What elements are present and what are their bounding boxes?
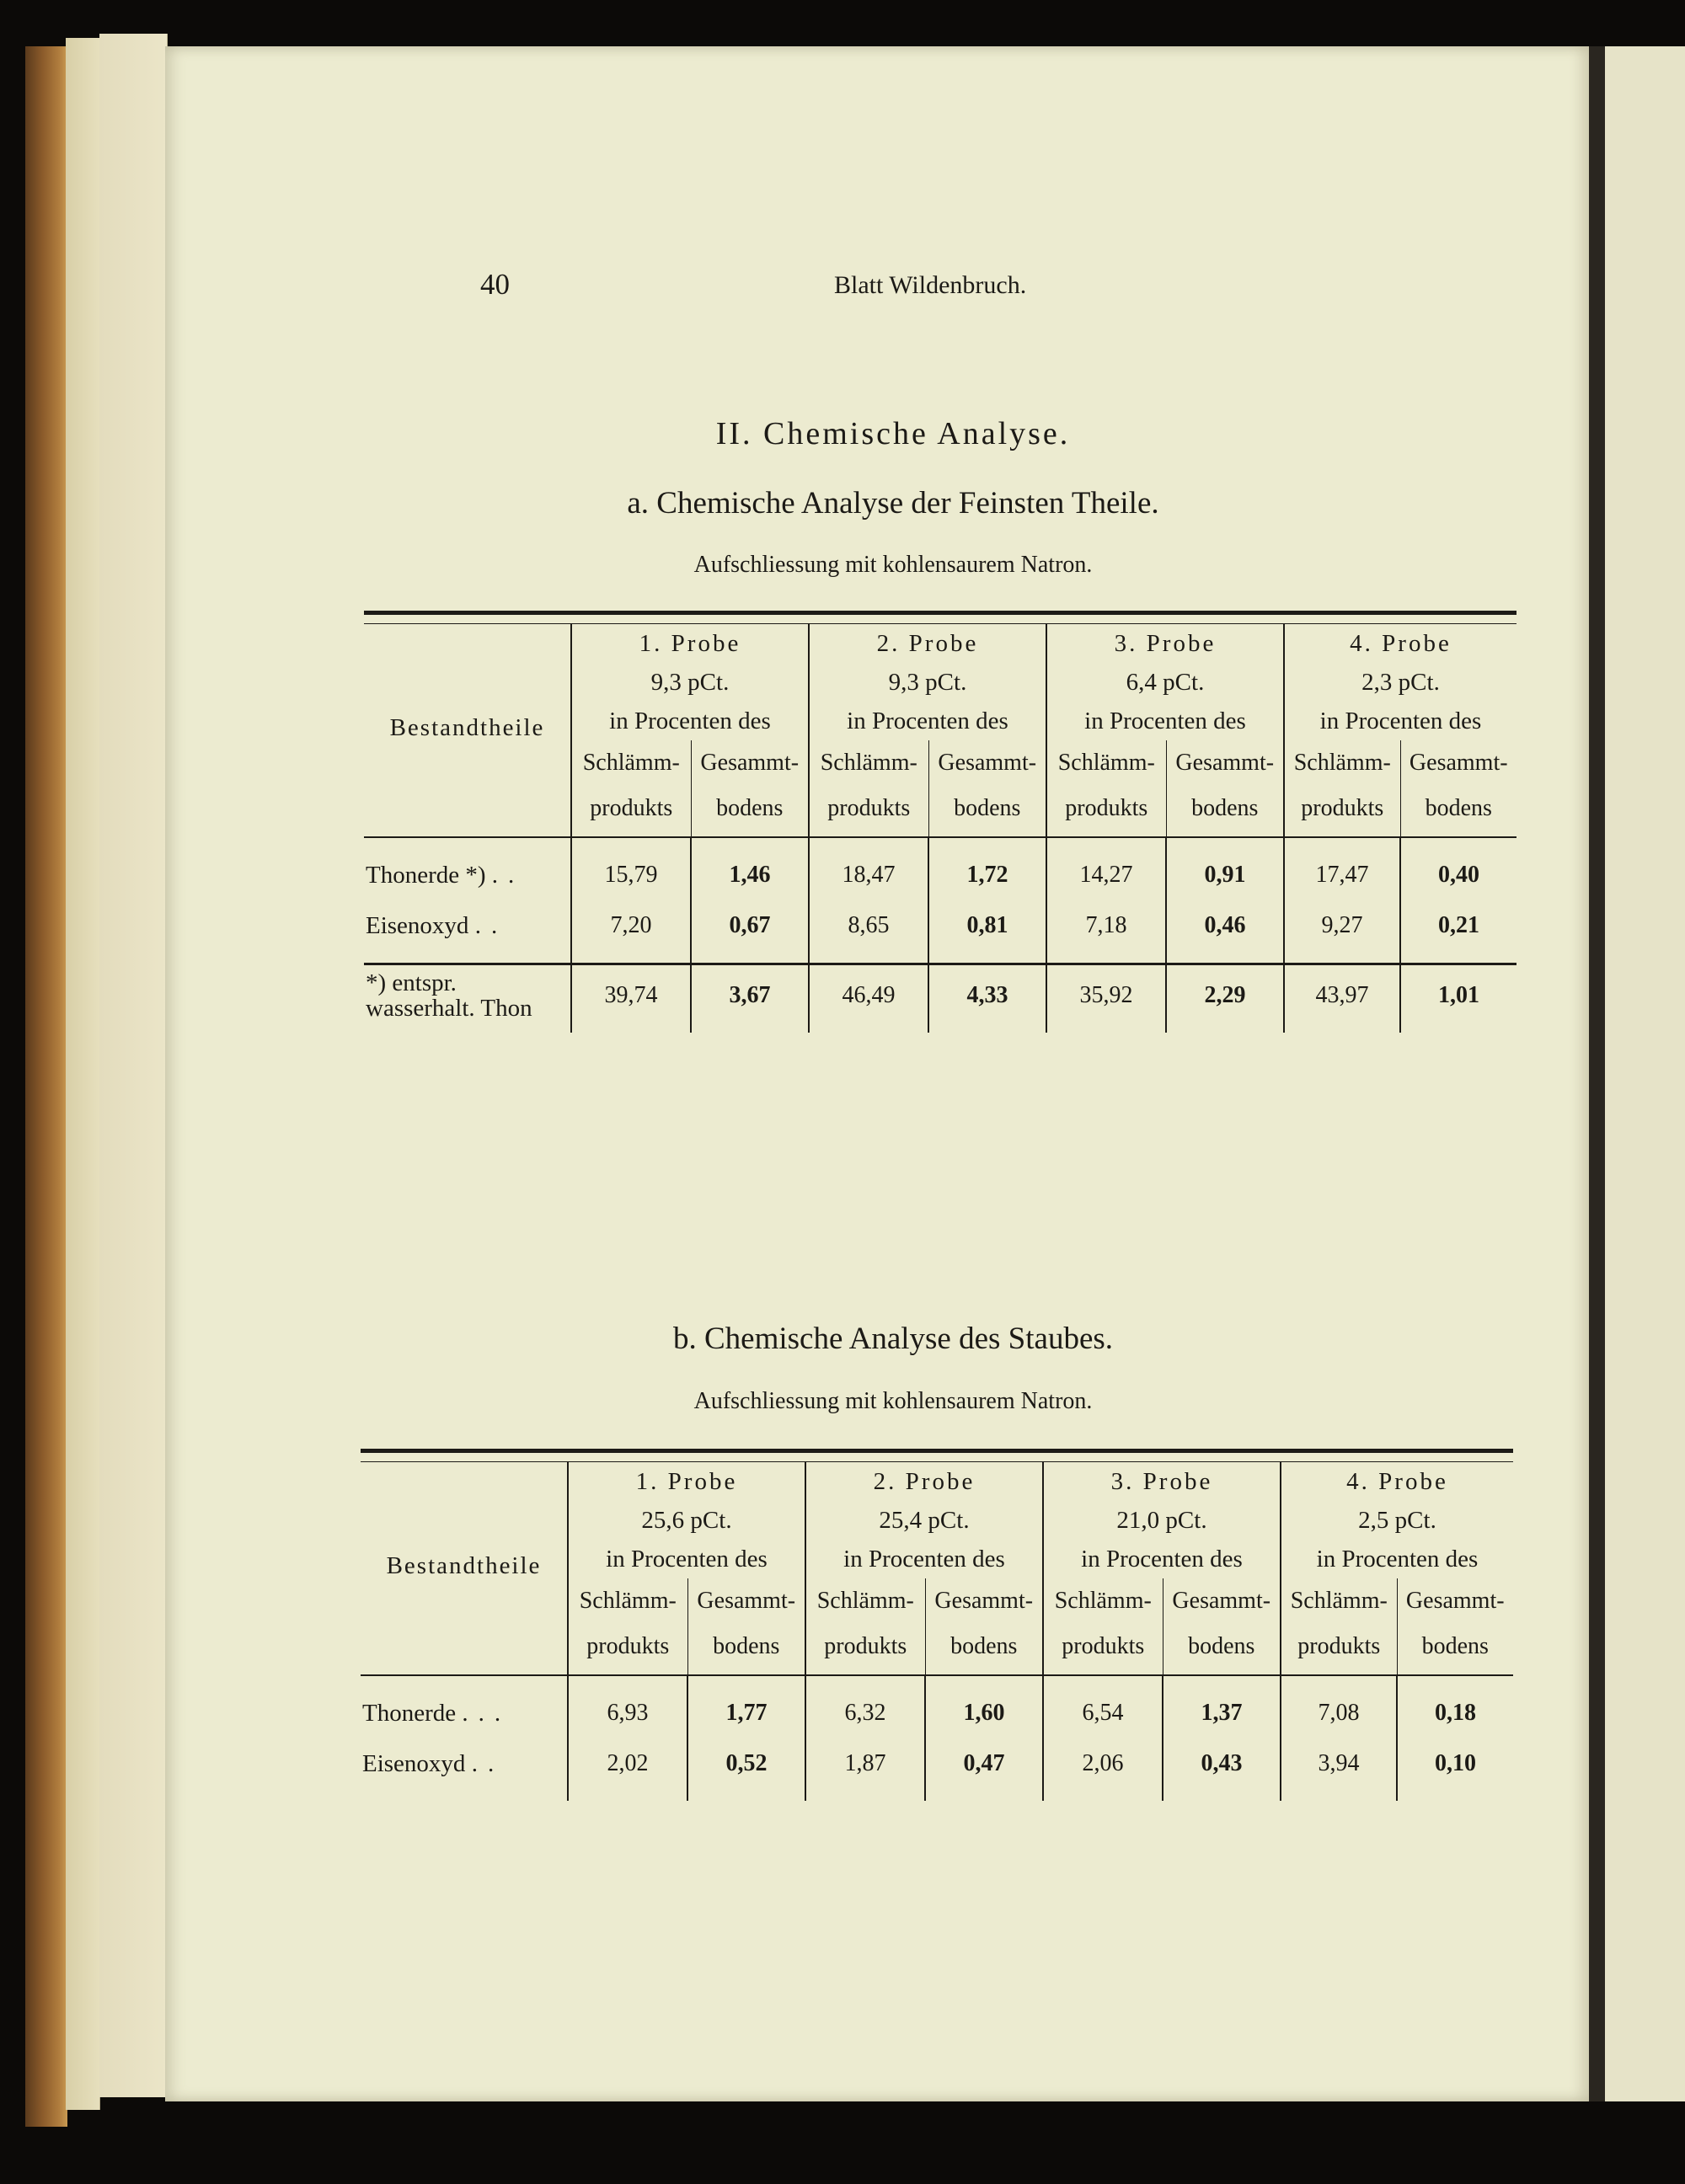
cell-value: 46,49 — [809, 970, 928, 1021]
facing-page-edge — [1605, 46, 1685, 2101]
column-label: Bestandtheile — [386, 1551, 542, 1579]
sample-name: 3. Probe — [1043, 1462, 1281, 1502]
sample-name: 1. Probe — [568, 1462, 805, 1502]
sample-percent: 21,0 pCt. — [1043, 1501, 1281, 1540]
cell-value: 1,01 — [1400, 970, 1516, 1021]
cell-value: 6,54 — [1043, 1688, 1163, 1738]
sample-basis: in Procenten des — [1281, 1540, 1513, 1578]
subcolumn-header: produkts — [805, 1624, 925, 1669]
subcolumn-header: bodens — [1163, 1624, 1281, 1669]
subcolumn-header: produkts — [1281, 1624, 1397, 1669]
cell-value: 17,47 — [1284, 850, 1400, 900]
cell-value: 4,33 — [928, 970, 1046, 1021]
cell-value: 1,60 — [925, 1688, 1043, 1738]
book-edge — [25, 46, 67, 2127]
cell-value: 0,47 — [925, 1738, 1043, 1789]
cell-value: 0,10 — [1397, 1738, 1513, 1789]
cell-value: 0,46 — [1166, 900, 1284, 951]
cell-value: 3,67 — [691, 970, 809, 1021]
cell-value: 6,93 — [568, 1688, 687, 1738]
sample-name: 3. Probe — [1046, 624, 1284, 664]
table-row — [361, 1738, 1513, 1789]
section-heading: II. Chemische Analyse. — [715, 416, 1071, 451]
cell-value: 7,08 — [1281, 1688, 1397, 1738]
sample-percent: 6,4 pCt. — [1046, 663, 1284, 702]
book-gutter — [1589, 46, 1605, 2101]
sample-basis: in Procenten des — [1043, 1540, 1281, 1578]
sample-percent: 2,5 pCt. — [1281, 1501, 1513, 1540]
row-label: Thonerde *) .. — [366, 861, 525, 889]
table-b-method: Aufschliessung mit kohlensaurem Natron. — [693, 1388, 1093, 1414]
page-stack — [66, 38, 100, 2110]
page-number: 40 — [480, 268, 510, 301]
subcolumn-header: bodens — [1166, 786, 1284, 831]
subcolumn-header: bodens — [691, 786, 809, 831]
subcolumn-header: produkts — [568, 1624, 687, 1669]
row-label: Eisenoxyd .. — [362, 1749, 505, 1777]
sample-percent: 25,4 pCt. — [805, 1501, 1043, 1540]
sample-name: 2. Probe — [809, 624, 1046, 664]
subcolumn-header: Gesammt- — [1397, 1578, 1513, 1624]
subcolumn-header: produkts — [1284, 786, 1400, 831]
cell-value: 0,21 — [1400, 900, 1516, 951]
row-label: Thonerde ... — [362, 1699, 511, 1727]
subcolumn-header: produkts — [809, 786, 928, 831]
cell-value: 0,18 — [1397, 1688, 1513, 1738]
subcolumn-header: bodens — [687, 1624, 805, 1669]
sample-percent: 9,3 pCt. — [809, 663, 1046, 702]
cell-value: 0,91 — [1166, 850, 1284, 900]
subcolumn-header: Gesammt- — [928, 740, 1046, 786]
cell-value: 8,65 — [809, 900, 928, 951]
subcolumn-header: Gesammt- — [1163, 1578, 1281, 1624]
sample-name: 4. Probe — [1281, 1462, 1513, 1502]
sample-basis: in Procenten des — [805, 1540, 1043, 1578]
subcolumn-header: Schlämm- — [1281, 1578, 1397, 1624]
subcolumn-header: bodens — [925, 1624, 1043, 1669]
cell-value: 6,32 — [805, 1688, 925, 1738]
subcolumn-header: Schlämm- — [1043, 1578, 1163, 1624]
cell-value: 39,74 — [571, 970, 691, 1021]
table-row — [361, 1688, 1513, 1738]
table-row — [364, 970, 1516, 1021]
cell-value: 1,37 — [1163, 1688, 1281, 1738]
table-b-heading: b. Chemische Analyse des Staubes. — [672, 1322, 1114, 1356]
row-label: Eisenoxyd .. — [366, 911, 508, 939]
cell-value: 0,43 — [1163, 1738, 1281, 1789]
cell-value: 1,72 — [928, 850, 1046, 900]
subcolumn-header: Gesammt- — [691, 740, 809, 786]
subcolumn-header: Gesammt- — [1400, 740, 1516, 786]
sample-basis: in Procenten des — [1046, 702, 1284, 740]
running-head: Blatt Wildenbruch. — [834, 271, 1027, 299]
cell-value: 18,47 — [809, 850, 928, 900]
sample-basis: in Procenten des — [571, 702, 809, 740]
subcolumn-header: Gesammt- — [687, 1578, 805, 1624]
cell-value: 1,46 — [691, 850, 809, 900]
cell-value: 0,40 — [1400, 850, 1516, 900]
sample-name: 2. Probe — [805, 1462, 1043, 1502]
sample-percent: 9,3 pCt. — [571, 663, 809, 702]
cell-value: 2,06 — [1043, 1738, 1163, 1789]
cell-value: 14,27 — [1046, 850, 1166, 900]
subcolumn-header: Schlämm- — [1284, 740, 1400, 786]
cell-value: 35,92 — [1046, 970, 1166, 1021]
table-b — [361, 1449, 1513, 1801]
cell-value: 3,94 — [1281, 1738, 1397, 1789]
cell-value: 15,79 — [571, 850, 691, 900]
sample-percent: 25,6 pCt. — [568, 1501, 805, 1540]
subcolumn-header: bodens — [1400, 786, 1516, 831]
subcolumn-header: Schlämm- — [1046, 740, 1166, 786]
cell-value: 43,97 — [1284, 970, 1400, 1021]
cell-value: 7,18 — [1046, 900, 1166, 951]
table-a-method: Aufschliessung mit kohlensaurem Natron. — [693, 552, 1093, 578]
subcolumn-header: produkts — [1046, 786, 1166, 831]
subcolumn-header: bodens — [928, 786, 1046, 831]
cell-value: 0,67 — [691, 900, 809, 951]
sample-name: 4. Probe — [1284, 624, 1516, 664]
cell-value: 1,77 — [687, 1688, 805, 1738]
cell-value: 9,27 — [1284, 900, 1400, 951]
table-a-heading: a. Chemische Analyse der Feinsten Theile. — [627, 486, 1159, 521]
subcolumn-header: Schlämm- — [805, 1578, 925, 1624]
page-stack — [99, 34, 168, 2097]
subcolumn-header: Schlämm- — [568, 1578, 687, 1624]
cell-value: 7,20 — [571, 900, 691, 951]
cell-value: 2,29 — [1166, 970, 1284, 1021]
row-label: *) entspr. wasserhalt. Thon — [366, 969, 532, 1022]
sample-percent: 2,3 pCt. — [1284, 663, 1516, 702]
table-a — [364, 611, 1516, 1033]
sample-name: 1. Probe — [571, 624, 809, 664]
cell-value: 0,81 — [928, 900, 1046, 951]
table-row — [364, 900, 1516, 951]
cell-value: 1,87 — [805, 1738, 925, 1789]
subcolumn-header: Gesammt- — [925, 1578, 1043, 1624]
column-label: Bestandtheile — [389, 713, 545, 741]
sample-basis: in Procenten des — [1284, 702, 1516, 740]
sample-basis: in Procenten des — [809, 702, 1046, 740]
subcolumn-header: Gesammt- — [1166, 740, 1284, 786]
cell-value: 0,52 — [687, 1738, 805, 1789]
table-row — [364, 850, 1516, 900]
subcolumn-header: Schlämm- — [571, 740, 691, 786]
subcolumn-header: produkts — [1043, 1624, 1163, 1669]
subcolumn-header: Schlämm- — [809, 740, 928, 786]
subcolumn-header: bodens — [1397, 1624, 1513, 1669]
subcolumn-header: produkts — [571, 786, 691, 831]
sample-basis: in Procenten des — [568, 1540, 805, 1578]
cell-value: 2,02 — [568, 1738, 687, 1789]
